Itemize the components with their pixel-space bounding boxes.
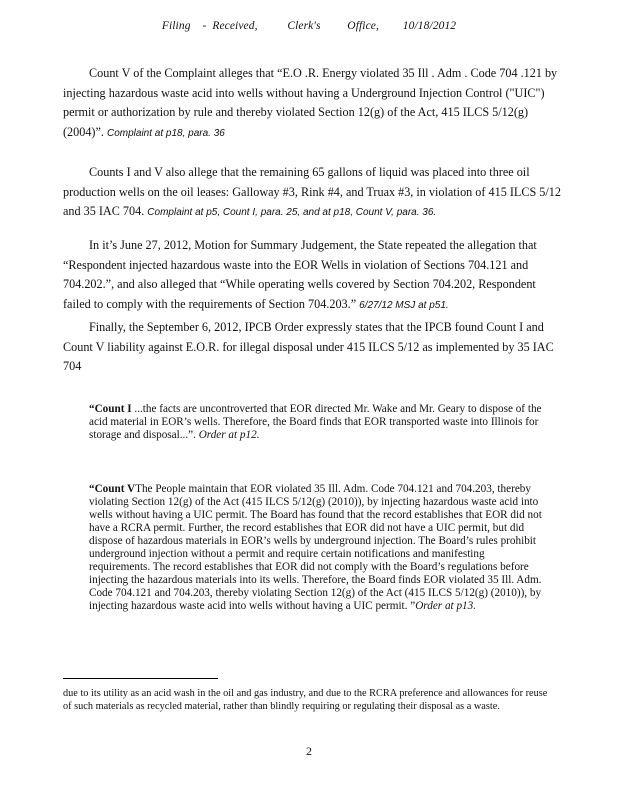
- quote-open-mark: “: [89, 483, 95, 495]
- citation: Complaint at p18, para. 36: [107, 127, 225, 139]
- citation: 6/27/12 MSJ at p51.: [359, 299, 449, 311]
- quote-count-i: [89, 403, 547, 442]
- paragraph-text: In it’s June 27, 2012, Motion for Summary Judgement, the State repeated the allegation that “Respondent injected hazardous waste into the EOR Wells in violation of Sections 704.121 and 704.202.”, and also alleged that “While operating wells covered by Section 704.202, Respondent failed to comply with the requirements of Section 704.203.”: [63, 238, 537, 311]
- quote-label: Count V: [94, 483, 136, 495]
- paragraph-counts-i-v: [63, 163, 563, 223]
- paragraph-text: Finally, the September 6, 2012, IPCB Order expressly states that the IPCB found Count I and Count V liability against E.O.R. for illegal disposal under 415 ILCS 5/12 as implemented by 35 IAC 704: [63, 320, 554, 373]
- paragraph-ipcb-order: [63, 318, 563, 377]
- footnote-separator: [63, 678, 218, 679]
- paragraph-text: Counts I and V also allege that the remaining 65 gallons of liquid was placed into three oil production wells on the oil leases: Galloway #3, Rink #4, and Truax #3, in violation of 415 ILCS 5/12 and 35 IAC 704.: [63, 165, 561, 218]
- footnote: due to its utility as an acid wash in the oil and gas industry, and due to the RCRA preference and allowances for reuse of such materials as recycled material, rather than blindly requiring or regulating their disposal as a waste.: [63, 688, 548, 712]
- quote-label: Count I: [94, 403, 132, 415]
- quote-citation: Order at p12.: [198, 429, 260, 441]
- quote-text: The People maintain that EOR violated 35 Ill. Adm. Code 704.121 and 704.203, thereby violating Section 12(g) of the Act (415 ILCS 5/12(g) (2010)), by injecting hazardous waste acid into wells without having a UIC permit. The Board has found that the record establishes that EOR did not have a RCRA permit. Further, the record establishes that EOR did not have a UIC permit, but did dispose of hazardous materials in EOR’s wells by underground injection. The Board’s rules prohibit underground injection without a permit and require certain notifications and manifesting requirements. The record establishes that EOR did not comply with the Board’s regulations before injecting the hazardous materials into its wells. Therefore, the Board finds EOR violated 35 Ill. Adm. Code 704.121 and 704.203, thereby violating Section 12(g) of the Act (415 ILCS 5/12(g) (2010)), by injecting hazardous waste acid into wells without having a UIC permit. ”: [89, 483, 542, 612]
- quote-open-mark: “: [89, 403, 95, 415]
- paragraph-text: Count V of the Complaint alleges that “E.O .R. Energy violated 35 Ill . Adm . Code 704 .121 by injecting hazardous waste acid into wells without having a Underground Injection Control ("UIC") permit or authorization by rule and thereby violated Section 12(g) of the Act, 415 ILCS 5/12(g) (2004)”.: [63, 66, 558, 139]
- paragraph-summary-judgement: [63, 236, 563, 315]
- citation: Complaint at p5, Count I, para. 25, and at p18, Count V, para. 36.: [147, 207, 437, 218]
- paragraph-count-v: [63, 64, 563, 143]
- quote-text: ...the facts are uncontroverted that EOR directed Mr. Wake and Mr. Geary to dispose of the acid material in EOR’s wells. Therefore, the Board finds that EOR transported waste into Illinois for storage and disposal...”.: [89, 403, 542, 441]
- quote-count-v: [89, 483, 547, 613]
- quote-citation: Order at p13.: [415, 600, 477, 612]
- page-number: 2: [306, 744, 312, 758]
- filing-stamp-header: Filing - Received, Clerk's Office, 10/18/2012: [161, 20, 457, 32]
